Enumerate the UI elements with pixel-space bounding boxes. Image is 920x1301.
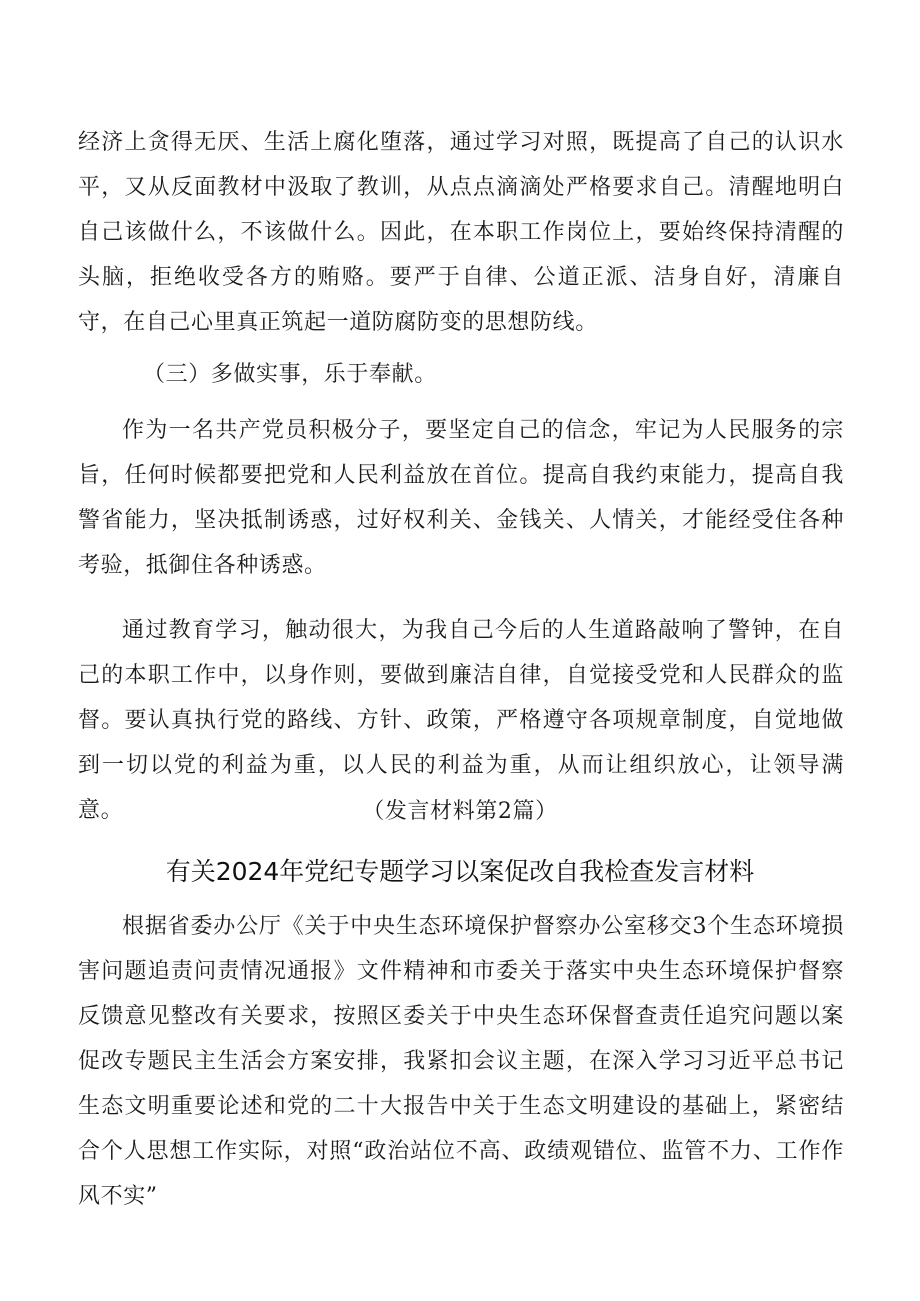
document-title: 有关2024年党纪专题学习以案促改自我检查发言材料 [165,857,755,886]
body-paragraph: 通过教育学习，触动很大，为我自己今后的人生道路敲响了警钟，在自己的本职工作中，以身作则，要做到廉洁自律，自觉接受党和人民群众的监督。要认真执行党的路线、方针、政策，严格遵守各项规章制度，自觉地做到一切以党的利益为重，以人民的利益为重，从而让组织放心，让领导满意。 [78,618,844,823]
section-label: （发言材料第2篇） [362,799,558,824]
body-paragraph: 经济上贪得无厌、生活上腐化堕落，通过学习对照，既提高了自己的认识水平，又从反面教材中汲取了教训，从点点滴滴处严格要求自己。清醒地明白自己该做什么，不该做什么。因此，在本职工作岗位上，要始终保持清醒的头脑，拒绝收受各方的贿赂。要严于自律、公道正派、洁身自好，清廉自守，在自己心里真正筑起一道防腐防变的思想防线。 [78,130,844,335]
subheading: （三）多做实事，乐于奉献。 [143,362,437,387]
body-paragraph: 根据省委办公厅《关于中央生态环境保护督察办公室移交3个生态环境损害问题追责问责情况通报》文件精神和市委关于落实中央生态环境保护督察反馈意见整改有关要求，按照区委关于中央生态环保督查责任追究问题以案促改专题民主生活会方案安排，我紧扣会议主题，在深入学习习近平总书记生态文明重要论述和党的二十大报告中关于生态文明建设的基础上，紧密结合个人思想工作实际，对照“政治站位不高、政绩观错位、监管不力、工作作风不实” [78,914,844,1209]
body-paragraph: 作为一名共产党员积极分子，要坚定自己的信念，牢记为人民服务的宗旨，任何时候都要把党和人民利益放在首位。提高自我约束能力，提高自我警省能力，坚决抵制诱惑，过好权利关、金钱关、人情关，才能经受住各种考验，抵御住各种诱惑。 [78,418,844,578]
